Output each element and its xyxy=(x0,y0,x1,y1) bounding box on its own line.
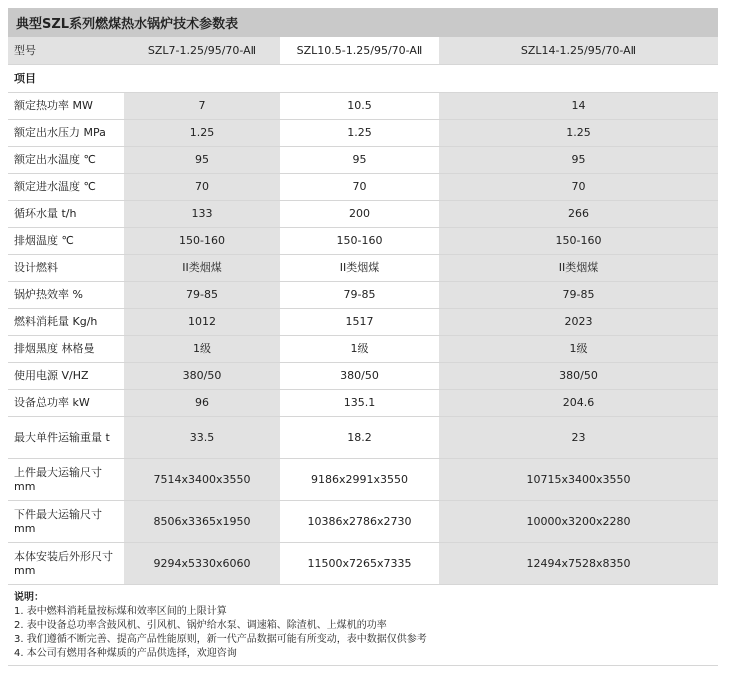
row-label: 排烟黑度 林格曼 xyxy=(8,336,124,363)
row-value-2: 79-85 xyxy=(280,282,439,309)
note-item: 4. 本公司有燃用各种煤质的产品供选择，欢迎咨询 xyxy=(14,648,237,659)
row-value-2: 10.5 xyxy=(280,93,439,120)
row-value-1: 9294x5330x6060 xyxy=(124,543,280,585)
row-value-2: 1517 xyxy=(280,309,439,336)
row-label: 锅炉热效率 % xyxy=(8,282,124,309)
row-value-3: 1.25 xyxy=(439,120,718,147)
row-value-3: 79-85 xyxy=(439,282,718,309)
table-row xyxy=(8,543,718,585)
table-row xyxy=(8,459,718,501)
bottom-divider xyxy=(8,665,718,666)
row-value-1: 150-160 xyxy=(124,228,280,255)
row-label: 额定出水温度 ℃ xyxy=(8,147,124,174)
notes xyxy=(8,591,718,661)
row-value-2: 135.1 xyxy=(280,390,439,417)
note-item: 2. 表中设备总功率含鼓风机、引风机、锅炉给水泵、调速箱、除渣机、上煤机的功率 xyxy=(14,620,387,631)
spec-sheet xyxy=(8,8,718,666)
section-label: 项目 xyxy=(8,65,718,93)
header-label: 型号 xyxy=(8,37,124,65)
row-value-2: 95 xyxy=(280,147,439,174)
row-label: 上件最大运输尺寸 mm xyxy=(8,459,124,501)
table-row xyxy=(8,390,718,417)
model-header-row xyxy=(8,37,718,65)
model-1: SZL7-1.25/95/70-AⅡ xyxy=(124,37,280,65)
row-value-1: 7 xyxy=(124,93,280,120)
row-value-3: 380/50 xyxy=(439,363,718,390)
table-row xyxy=(8,120,718,147)
row-value-3: 95 xyxy=(439,147,718,174)
table-row xyxy=(8,501,718,543)
row-value-3: 150-160 xyxy=(439,228,718,255)
notes-title: 说明： xyxy=(14,592,44,603)
row-label: 设备总功率 kW xyxy=(8,390,124,417)
row-value-3: 12494x7528x8350 xyxy=(439,543,718,585)
row-value-1: 1.25 xyxy=(124,120,280,147)
table-row xyxy=(8,417,718,459)
row-value-1: 380/50 xyxy=(124,363,280,390)
row-value-1: 8506x3365x1950 xyxy=(124,501,280,543)
row-value-2: 10386x2786x2730 xyxy=(280,501,439,543)
row-value-1: 1012 xyxy=(124,309,280,336)
row-value-3: 10715x3400x3550 xyxy=(439,459,718,501)
table-row xyxy=(8,282,718,309)
table-row xyxy=(8,363,718,390)
table-row xyxy=(8,309,718,336)
row-value-3: 10000x3200x2280 xyxy=(439,501,718,543)
row-value-2: 18.2 xyxy=(280,417,439,459)
note-item: 1. 表中燃料消耗量按标煤和效率区间的上限计算 xyxy=(14,606,227,617)
row-value-3: 204.6 xyxy=(439,390,718,417)
row-value-3: 2023 xyxy=(439,309,718,336)
row-value-2: 150-160 xyxy=(280,228,439,255)
model-3: SZL14-1.25/95/70-AⅡ xyxy=(439,37,718,65)
row-label: 排烟温度 ℃ xyxy=(8,228,124,255)
row-value-3: 14 xyxy=(439,93,718,120)
table-row xyxy=(8,174,718,201)
table-row xyxy=(8,336,718,363)
section-row xyxy=(8,65,718,93)
page-title: 典型SZL系列燃煤热水锅炉技术参数表 xyxy=(8,8,718,37)
row-value-1: 96 xyxy=(124,390,280,417)
row-value-2: 1.25 xyxy=(280,120,439,147)
table-row xyxy=(8,93,718,120)
note-item: 3. 我们遵循不断完善、提高产品性能原则，新一代产品数据可能有所变动，表中数据仅供参考 xyxy=(14,634,427,645)
row-label: 下件最大运输尺寸 mm xyxy=(8,501,124,543)
row-label: 本体安装后外形尺寸 mm xyxy=(8,543,124,585)
row-value-2: II类烟煤 xyxy=(280,255,439,282)
row-label: 额定热功率 MW xyxy=(8,93,124,120)
row-label: 额定进水温度 ℃ xyxy=(8,174,124,201)
model-2: SZL10.5-1.25/95/70-AⅡ xyxy=(280,37,439,65)
table-row xyxy=(8,201,718,228)
row-value-1: 1级 xyxy=(124,336,280,363)
row-value-1: II类烟煤 xyxy=(124,255,280,282)
row-value-2: 9186x2991x3550 xyxy=(280,459,439,501)
row-value-1: 133 xyxy=(124,201,280,228)
row-value-3: II类烟煤 xyxy=(439,255,718,282)
table-row xyxy=(8,255,718,282)
row-label: 使用电源 V/HZ xyxy=(8,363,124,390)
row-value-2: 380/50 xyxy=(280,363,439,390)
row-value-1: 70 xyxy=(124,174,280,201)
row-value-1: 95 xyxy=(124,147,280,174)
row-label: 设计燃料 xyxy=(8,255,124,282)
spec-table xyxy=(8,37,718,585)
row-value-3: 1级 xyxy=(439,336,718,363)
row-value-2: 70 xyxy=(280,174,439,201)
row-value-3: 23 xyxy=(439,417,718,459)
table-row xyxy=(8,147,718,174)
row-value-1: 79-85 xyxy=(124,282,280,309)
row-label: 最大单件运输重量 t xyxy=(8,417,124,459)
row-value-2: 200 xyxy=(280,201,439,228)
row-value-3: 266 xyxy=(439,201,718,228)
row-value-3: 70 xyxy=(439,174,718,201)
row-value-2: 11500x7265x7335 xyxy=(280,543,439,585)
table-row xyxy=(8,228,718,255)
row-value-1: 7514x3400x3550 xyxy=(124,459,280,501)
row-label: 燃料消耗量 Kg/h xyxy=(8,309,124,336)
row-value-2: 1级 xyxy=(280,336,439,363)
row-label: 循环水量 t/h xyxy=(8,201,124,228)
row-value-1: 33.5 xyxy=(124,417,280,459)
row-label: 额定出水压力 MPa xyxy=(8,120,124,147)
